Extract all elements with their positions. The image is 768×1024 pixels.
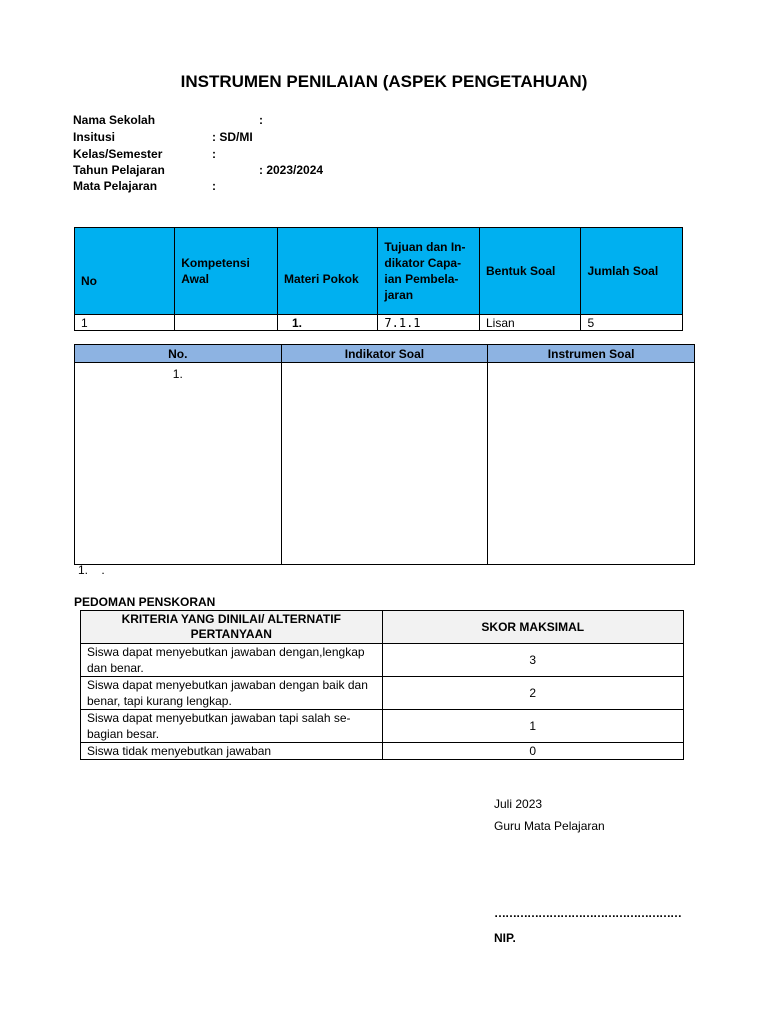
list-item: 1. . (78, 563, 105, 577)
assessment-overview-table (74, 227, 683, 331)
cell-materi: 1. (277, 315, 377, 331)
header-bentuk: Bentuk Soal (480, 228, 581, 315)
table-header-row (81, 611, 684, 644)
header-kompetensi: Kompetensi Awal (175, 228, 278, 315)
school-label: Nama Sekolah (73, 113, 156, 127)
cell-score: 2 (382, 677, 684, 710)
signature-date: Juli 2023 (494, 797, 543, 811)
header-tujuan: Tujuan dan In-dikator Capa-ian Pembela-jaran (378, 228, 480, 315)
header-no: No. (75, 345, 282, 363)
cell-tujuan: 7.1.1 (378, 315, 480, 331)
header-materi: Materi Pokok (277, 228, 377, 315)
nip-label: NIP. (494, 931, 516, 945)
header-indikator: Indikator Soal (281, 345, 488, 363)
header-jumlah: Jumlah Soal (581, 228, 683, 315)
table-row (75, 363, 695, 565)
header-criteria: KRITERIA YANG DINILAI/ ALTERNATIF PERTANYAAN (81, 611, 383, 644)
header-no: No (75, 228, 175, 315)
cell-no: 1. (75, 363, 282, 565)
institution-value: : SD/MI (212, 130, 253, 144)
cell-bentuk: Lisan (480, 315, 581, 331)
cell-criteria: Siswa tidak menyebutkan jawaban (81, 743, 383, 760)
cell-score: 3 (382, 644, 684, 677)
year-label: Tahun Pelajaran (73, 163, 165, 177)
table-header-row (75, 345, 695, 363)
table-row (81, 644, 684, 677)
cell-criteria: Siswa dapat menyebutkan jawaban tapi salah se-bagian besar. (81, 710, 383, 743)
document-title: INSTRUMEN PENILAIAN (ASPEK PENGETAHUAN) (180, 72, 588, 91)
scoring-heading: PEDOMAN PENSKORAN (74, 595, 216, 609)
table-row (81, 677, 684, 710)
cell-jumlah: 5 (581, 315, 683, 331)
subject-colon: : (212, 179, 216, 193)
table-header-row (75, 228, 683, 315)
cell-score: 1 (382, 710, 684, 743)
cell-criteria: Siswa dapat menyebutkan jawaban dengan,lengkap dan benar. (81, 644, 383, 677)
signature-role: Guru Mata Pelajaran (494, 819, 605, 833)
cell-kompetensi (175, 315, 278, 331)
table-row (75, 315, 683, 331)
cell-instrumen (488, 363, 695, 565)
table-row (81, 710, 684, 743)
class-label: Kelas/Semester (73, 147, 163, 161)
cell-score: 0 (382, 743, 684, 760)
institution-label: Insitusi (73, 130, 116, 144)
table-row (81, 743, 684, 760)
subject-label: Mata Pelajaran (73, 179, 158, 193)
scoring-table (80, 610, 684, 760)
header-score: SKOR MAKSIMAL (382, 611, 684, 644)
school-colon: : (259, 113, 263, 127)
year-value: : 2023/2024 (259, 163, 324, 177)
class-colon: : (212, 147, 216, 161)
indicator-instrument-table (74, 344, 695, 565)
cell-indikator (281, 363, 488, 565)
signature-line: …………………………………………… (494, 906, 681, 920)
cell-criteria: Siswa dapat menyebutkan jawaban dengan baik dan benar, tapi kurang lengkap. (81, 677, 383, 710)
header-instrumen: Instrumen Soal (488, 345, 695, 363)
cell-no: 1 (75, 315, 175, 331)
